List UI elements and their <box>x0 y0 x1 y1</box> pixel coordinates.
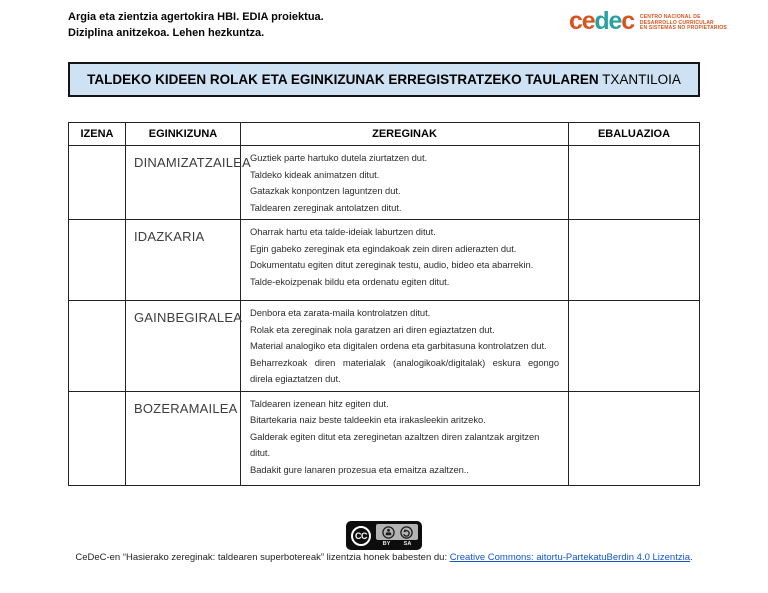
table-row <box>69 391 700 485</box>
task-line: Taldearen zereginak antolatzen ditut. <box>250 201 402 213</box>
cc-badge-labels <box>376 541 418 547</box>
task-line: Denbora eta zarata-maila kontrolatzen ditut. <box>250 307 431 318</box>
tasks-cell <box>241 391 569 485</box>
tasks-cell <box>241 301 569 392</box>
table-row <box>69 220 700 301</box>
document-title-bar <box>68 62 700 97</box>
column-header-ebaluazioa: EBALUAZIOA <box>569 123 700 146</box>
table-row <box>69 146 700 220</box>
role-cell: DINAMIZATZAILEA <box>126 146 241 220</box>
task-line: Egin gabeko zereginak eta egindakoak zein diren adierazten dut. <box>250 242 517 254</box>
cc-by-sa-badge[interactable] <box>346 521 422 550</box>
title-regular-text: TXANTILOIA <box>602 72 681 87</box>
header-line-1: Argia eta zientzia agertokira HBI. EDIA proiektua. <box>68 11 324 23</box>
sa-sharealike-icon <box>400 526 413 539</box>
column-header-eginkizuna: EGINKIZUNA <box>126 123 241 146</box>
task-line: Taldearen izenean hitz egiten dut. <box>250 397 389 409</box>
task-line: Taldeko kideak animatzen ditut. <box>250 168 380 180</box>
header-line-2: Diziplina anitzekoa. Lehen hezkuntza. <box>68 27 265 39</box>
license-link[interactable]: Creative Commons: aitortu-PartekatuBerdin 4.0 Lizentzia <box>449 552 691 563</box>
logo-subtext-line2: DESARROLLO CURRICULAR <box>639 19 714 26</box>
cc-attribution-icons <box>376 524 418 540</box>
role-cell: IDAZKARIA <box>126 220 241 301</box>
task-line: Bitartekaria naiz beste taldeekin eta irakasleekin aritzeko. <box>250 414 486 425</box>
table-header-row <box>69 123 700 146</box>
cc-sa-label: SA <box>403 541 412 547</box>
role-cell: BOZERAMAILEA <box>126 391 241 485</box>
task-line: Guztiek parte hartuko dutela ziurtatzen dut. <box>250 152 428 163</box>
task-line: Dokumentatu egiten ditut zereginak testu, audio, bideo eta abarrekin. <box>250 259 534 270</box>
izena-cell <box>69 146 126 220</box>
logo-subtext-line3: EN SISTEMAS NO PROPIETARIOS <box>639 25 727 32</box>
ebaluazioa-cell <box>569 301 700 392</box>
title-bold-text: TALDEKO KIDEEN ROLAK ETA EGINKIZUNAK ERREGISTRATZEKO TAULAREN <box>87 72 599 87</box>
ebaluazioa-cell <box>569 391 700 485</box>
document-header <box>68 9 324 41</box>
ebaluazioa-cell <box>569 146 700 220</box>
cc-badge-container <box>0 521 768 550</box>
cedec-logo-subtext <box>640 11 727 32</box>
column-header-izena: IZENA <box>69 123 126 146</box>
task-line: Gatazkak konpontzen laguntzen dut. <box>250 185 401 196</box>
izena-cell <box>69 220 126 301</box>
roles-table <box>68 122 700 486</box>
table-row <box>69 301 700 392</box>
task-line: Talde-ekoizpenak bildu eta ordenatu egiten ditut. <box>250 275 450 287</box>
license-text-before: CeDeC-en “Hasierako zereginak: taldearen superbotereak” lizentzia honek babesten du: <box>75 552 450 563</box>
logo-letters-ce: ce <box>569 7 595 35</box>
logo-subtext-line1: CENTRO NACIONAL DE <box>639 14 701 20</box>
task-line: Material analogiko eta digitalen ordena eta garbitasuna kontrolatzen dut. <box>250 340 547 351</box>
izena-cell <box>69 391 126 485</box>
task-line: Oharrak hartu eta talde-ideiak laburtzen ditut. <box>250 226 436 237</box>
license-text-after: . <box>690 552 693 563</box>
by-person-icon <box>382 526 395 539</box>
task-line: Galderak egiten ditut eta zereginetan azaltzen diren zalantzak argitzen ditut. <box>250 430 540 458</box>
task-line: Beharrezkoak diren materialak (analogikoak/digitalak) eskura egongo direla egiaztatzen dut. <box>250 356 559 384</box>
task-line: Rolak eta zereginak nola garatzen ari diren egiaztatzen dut. <box>250 323 495 335</box>
cedec-logo <box>569 7 727 35</box>
logo-letters-de: de <box>594 7 622 35</box>
tasks-cell <box>241 220 569 301</box>
task-line: Badakit gure lanaren prozesua eta emaitza azaltzen.. <box>250 463 469 475</box>
cc-logo-icon: CC <box>351 526 371 546</box>
tasks-cell <box>241 146 569 220</box>
role-cell: GAINBEGIRALEA <box>126 301 241 392</box>
license-text <box>0 552 768 563</box>
ebaluazioa-cell <box>569 220 700 301</box>
cedec-logo-wordmark <box>569 7 634 35</box>
logo-letter-c: c <box>621 7 634 35</box>
cc-by-label: BY <box>382 541 391 547</box>
column-header-zereginak: ZEREGINAK <box>241 123 569 146</box>
izena-cell <box>69 301 126 392</box>
